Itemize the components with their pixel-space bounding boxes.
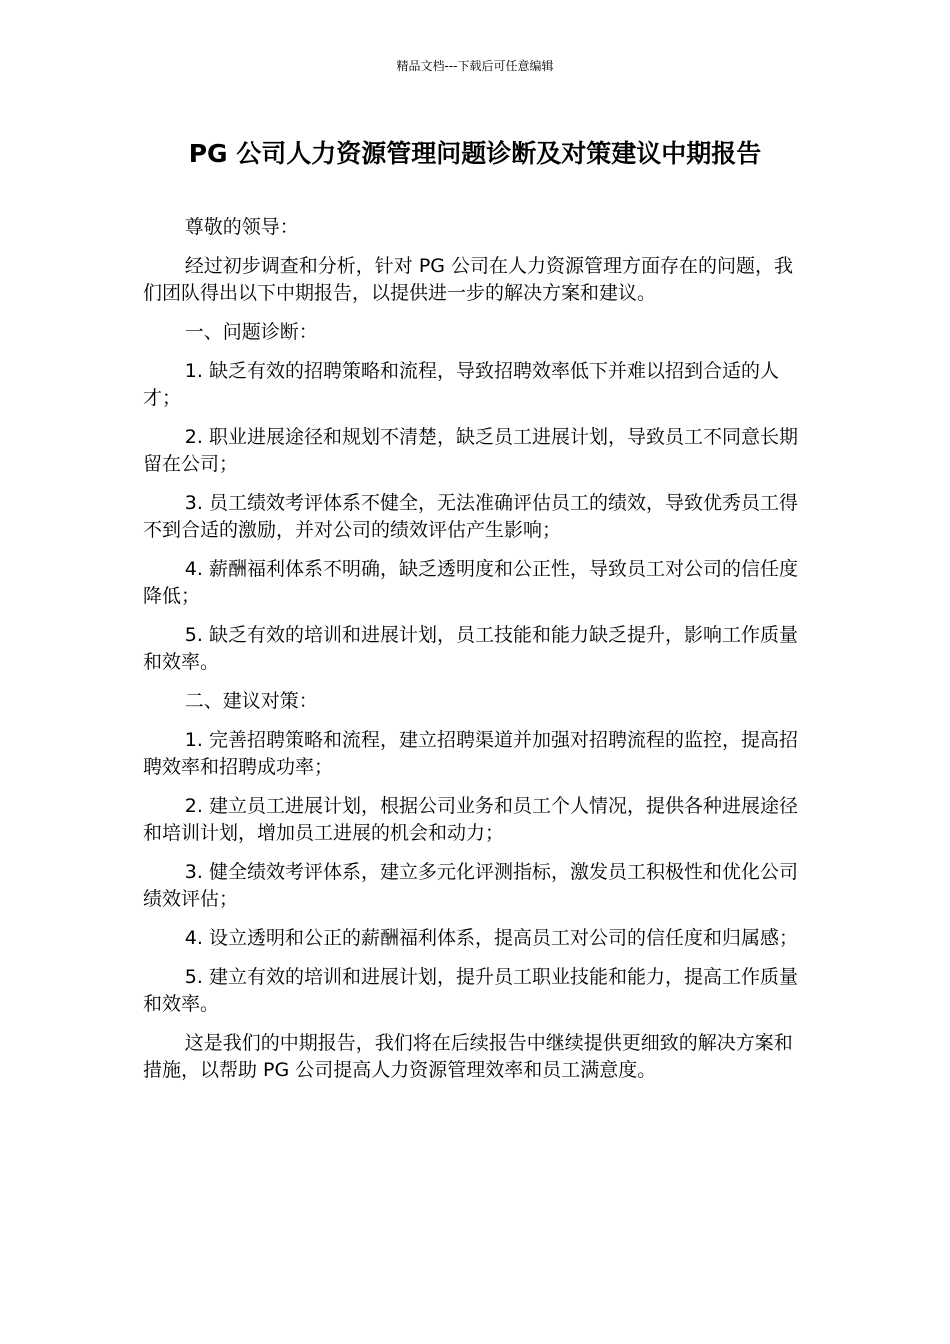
diagnosis-item: 2. 职业进展途径和规划不清楚，缺乏员工进展计划，导致员工不同意长期留在公司； [143, 426, 798, 475]
intro-paragraph: 经过初步调查和分析，针对 PG 公司在人力资源管理方面存在的问题，我们团队得出以下中期报告，以提供进一步的解决方案和建议。 [143, 255, 794, 304]
section-heading-diagnosis: 一、问题诊断： [184, 321, 318, 343]
salutation: 尊敬的领导： [184, 216, 299, 238]
diagnosis-item: 4. 薪酬福利体系不明确，缺乏透明度和公正性，导致员工对公司的信任度降低； [143, 558, 798, 607]
document-body [143, 214, 803, 1096]
section-heading-suggestions: 二、建议对策： [184, 690, 318, 712]
diagnosis-item: 5. 缺乏有效的培训和进展计划，员工技能和能力缺乏提升，影响工作质量和效率。 [143, 624, 798, 673]
diagnosis-item: 3. 员工绩效考评体系不健全，无法准确评估员工的绩效，导致优秀员工得不到合适的激励，并对公司的绩效评估产生影响； [143, 492, 798, 541]
suggestion-item: 2. 建立员工进展计划，根据公司业务和员工个人情况，提供各种进展途径和培训计划，增加员工进展的机会和动力； [143, 795, 798, 844]
suggestion-item: 1. 完善招聘策略和流程，建立招聘渠道并加强对招聘流程的监控，提高招聘效率和招聘成功率； [143, 729, 798, 778]
suggestion-item: 3. 健全绩效考评体系，建立多元化评测指标，激发员工积极性和优化公司绩效评估； [143, 861, 798, 910]
diagnosis-item: 1. 缺乏有效的招聘策略和流程，导致招聘效率低下并难以招到合适的人才； [143, 360, 779, 409]
suggestion-item: 5. 建立有效的培训和进展计划，提升员工职业技能和能力，提高工作质量和效率。 [143, 966, 798, 1015]
suggestion-item: 4. 设立透明和公正的薪酬福利体系，提高员工对公司的信任度和归属感； [184, 927, 798, 949]
closing-paragraph: 这是我们的中期报告，我们将在后续报告中继续提供更细致的解决方案和措施，以帮助 PG 公司提高人力资源管理效率和员工满意度。 [143, 1032, 793, 1081]
header-note: 精品文档---下载后可任意编辑 [396, 59, 554, 73]
document-title: PG 公司人力资源管理问题诊断及对策建议中期报告 [188, 139, 762, 168]
